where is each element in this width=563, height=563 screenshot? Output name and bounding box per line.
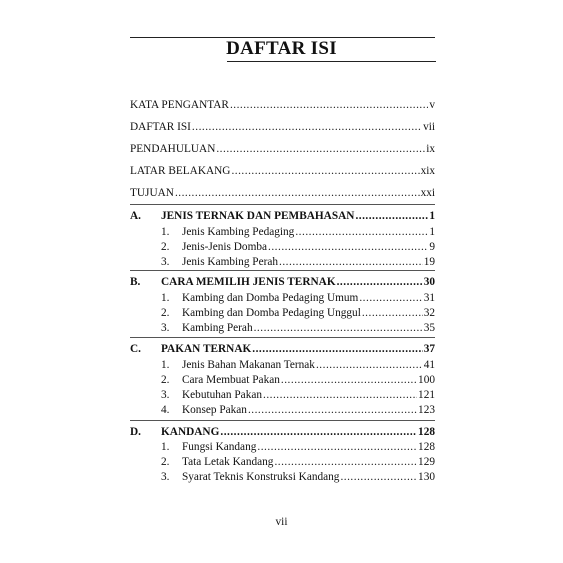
dot-leader [274,456,417,469]
toc-item-label: Jenis Kambing Pedaging [182,226,295,238]
toc-item[interactable] [182,441,435,454]
section-page: 1 [429,210,435,222]
toc-item[interactable] [182,256,435,269]
toc-item-page: 121 [418,389,435,401]
toc-item-label: Kambing dan Domba Pedaging Umum [182,292,359,304]
toc-item[interactable] [182,471,435,484]
title-underline [227,61,436,62]
toc-item[interactable] [182,389,435,402]
section-letter: D. [130,426,141,438]
dot-leader [355,210,428,223]
section-divider [130,337,435,338]
section-title: PAKAN TERNAK [161,343,252,355]
toc-entry-daftar-isi[interactable] [130,121,435,134]
toc-entry-label: PENDAHULUAN [130,143,216,155]
dot-leader [175,187,420,200]
dot-leader [295,226,428,239]
toc-item-page: 100 [418,374,435,386]
item-number: 2. [161,456,170,468]
toc-entry-page: xxi [420,187,435,199]
section-title: KANDANG [161,426,220,438]
item-number: 4. [161,404,170,416]
toc-entry-label: TUJUAN [130,187,174,199]
item-number: 3. [161,256,170,268]
page-title: DAFTAR ISI [226,38,337,59]
dot-leader [192,121,422,134]
section-letter: B. [130,276,141,288]
item-number: 1. [161,359,170,371]
section-divider [130,420,435,421]
toc-item-label: Tata Letak Kandang [182,456,274,468]
dot-leader [337,276,423,289]
toc-item[interactable] [182,226,435,239]
toc-item-label: Jenis-Jenis Domba [182,241,268,253]
dot-leader [257,441,417,454]
toc-item-page: 31 [423,292,435,304]
toc-item[interactable] [182,292,435,305]
dot-leader [281,374,417,387]
toc-entry-latar-belakang[interactable] [130,165,435,178]
dot-leader [263,389,417,402]
item-number: 2. [161,374,170,386]
item-number: 2. [161,307,170,319]
dot-leader [268,241,428,254]
section-page: 30 [423,276,435,288]
toc-entry-label: LATAR BELAKANG [130,165,231,177]
dot-leader [340,471,417,484]
section-page: 37 [423,343,435,355]
item-number: 1. [161,441,170,453]
toc-entry-kata-pengantar[interactable] [130,99,435,112]
toc-item-label: Cara Membuat Pakan [182,374,280,386]
toc-item[interactable] [182,359,435,372]
toc-item-page: 1 [429,226,435,238]
toc-section-c[interactable] [161,343,435,356]
section-divider [130,204,435,205]
toc-entry-page: vii [423,121,435,133]
section-title: CARA MEMILIH JENIS TERNAK [161,276,336,288]
toc-entry-pendahuluan[interactable] [130,143,435,156]
toc-item-label: Fungsi Kandang [182,441,257,453]
section-letter: A. [130,210,141,222]
section-page: 128 [418,426,435,438]
toc-item-page: 19 [423,256,435,268]
dot-leader [362,307,423,320]
dot-leader [220,426,417,439]
toc-item-label: Kambing dan Domba Pedaging Unggul [182,307,361,319]
toc-item-page: 129 [418,456,435,468]
item-number: 1. [161,226,170,238]
item-number: 1. [161,292,170,304]
toc-item-label: Jenis Kambing Perah [182,256,279,268]
toc-item[interactable] [182,456,435,469]
dot-leader [279,256,423,269]
toc-section-d[interactable] [161,426,435,439]
toc-entry-tujuan[interactable] [130,187,435,200]
toc-entry-label: DAFTAR ISI [130,121,191,133]
section-letter: C. [130,343,141,355]
toc-section-b[interactable] [161,276,435,289]
toc-entry-page: v [429,99,435,111]
toc-item[interactable] [182,404,435,417]
toc-entry-page: ix [426,143,435,155]
toc-item-page: 41 [423,359,435,371]
dot-leader [248,404,417,417]
toc-item-page: 9 [429,241,435,253]
dot-leader [252,343,422,356]
toc-item-page: 130 [418,471,435,483]
toc-item[interactable] [182,307,435,320]
dot-leader [254,322,423,335]
dot-leader [316,359,423,372]
toc-item-label: Konsep Pakan [182,404,247,416]
toc-item-page: 123 [418,404,435,416]
toc-item-page: 32 [423,307,435,319]
dot-leader [216,143,425,156]
section-divider [130,270,435,271]
toc-entry-label: KATA PENGANTAR [130,99,229,111]
toc-item[interactable] [182,322,435,335]
item-number: 3. [161,389,170,401]
item-number: 3. [161,471,170,483]
toc-section-a[interactable] [161,210,435,223]
toc-entry-page: xix [420,165,435,177]
section-title: JENIS TERNAK DAN PEMBAHASAN [161,210,355,222]
page-number: vii [275,516,288,528]
toc-item-label: Kambing Perah [182,322,253,334]
dot-leader [359,292,422,305]
dot-leader [231,165,419,178]
toc-item-page: 128 [418,441,435,453]
toc-item-page: 35 [423,322,435,334]
toc-item-label: Kebutuhan Pakan [182,389,262,401]
item-number: 3. [161,322,170,334]
toc-item[interactable] [182,241,435,254]
toc-item[interactable] [182,374,435,387]
item-number: 2. [161,241,170,253]
dot-leader [230,99,428,112]
toc-item-label: Syarat Teknis Konstruksi Kandang [182,471,340,483]
toc-item-label: Jenis Bahan Makanan Ternak [182,359,315,371]
